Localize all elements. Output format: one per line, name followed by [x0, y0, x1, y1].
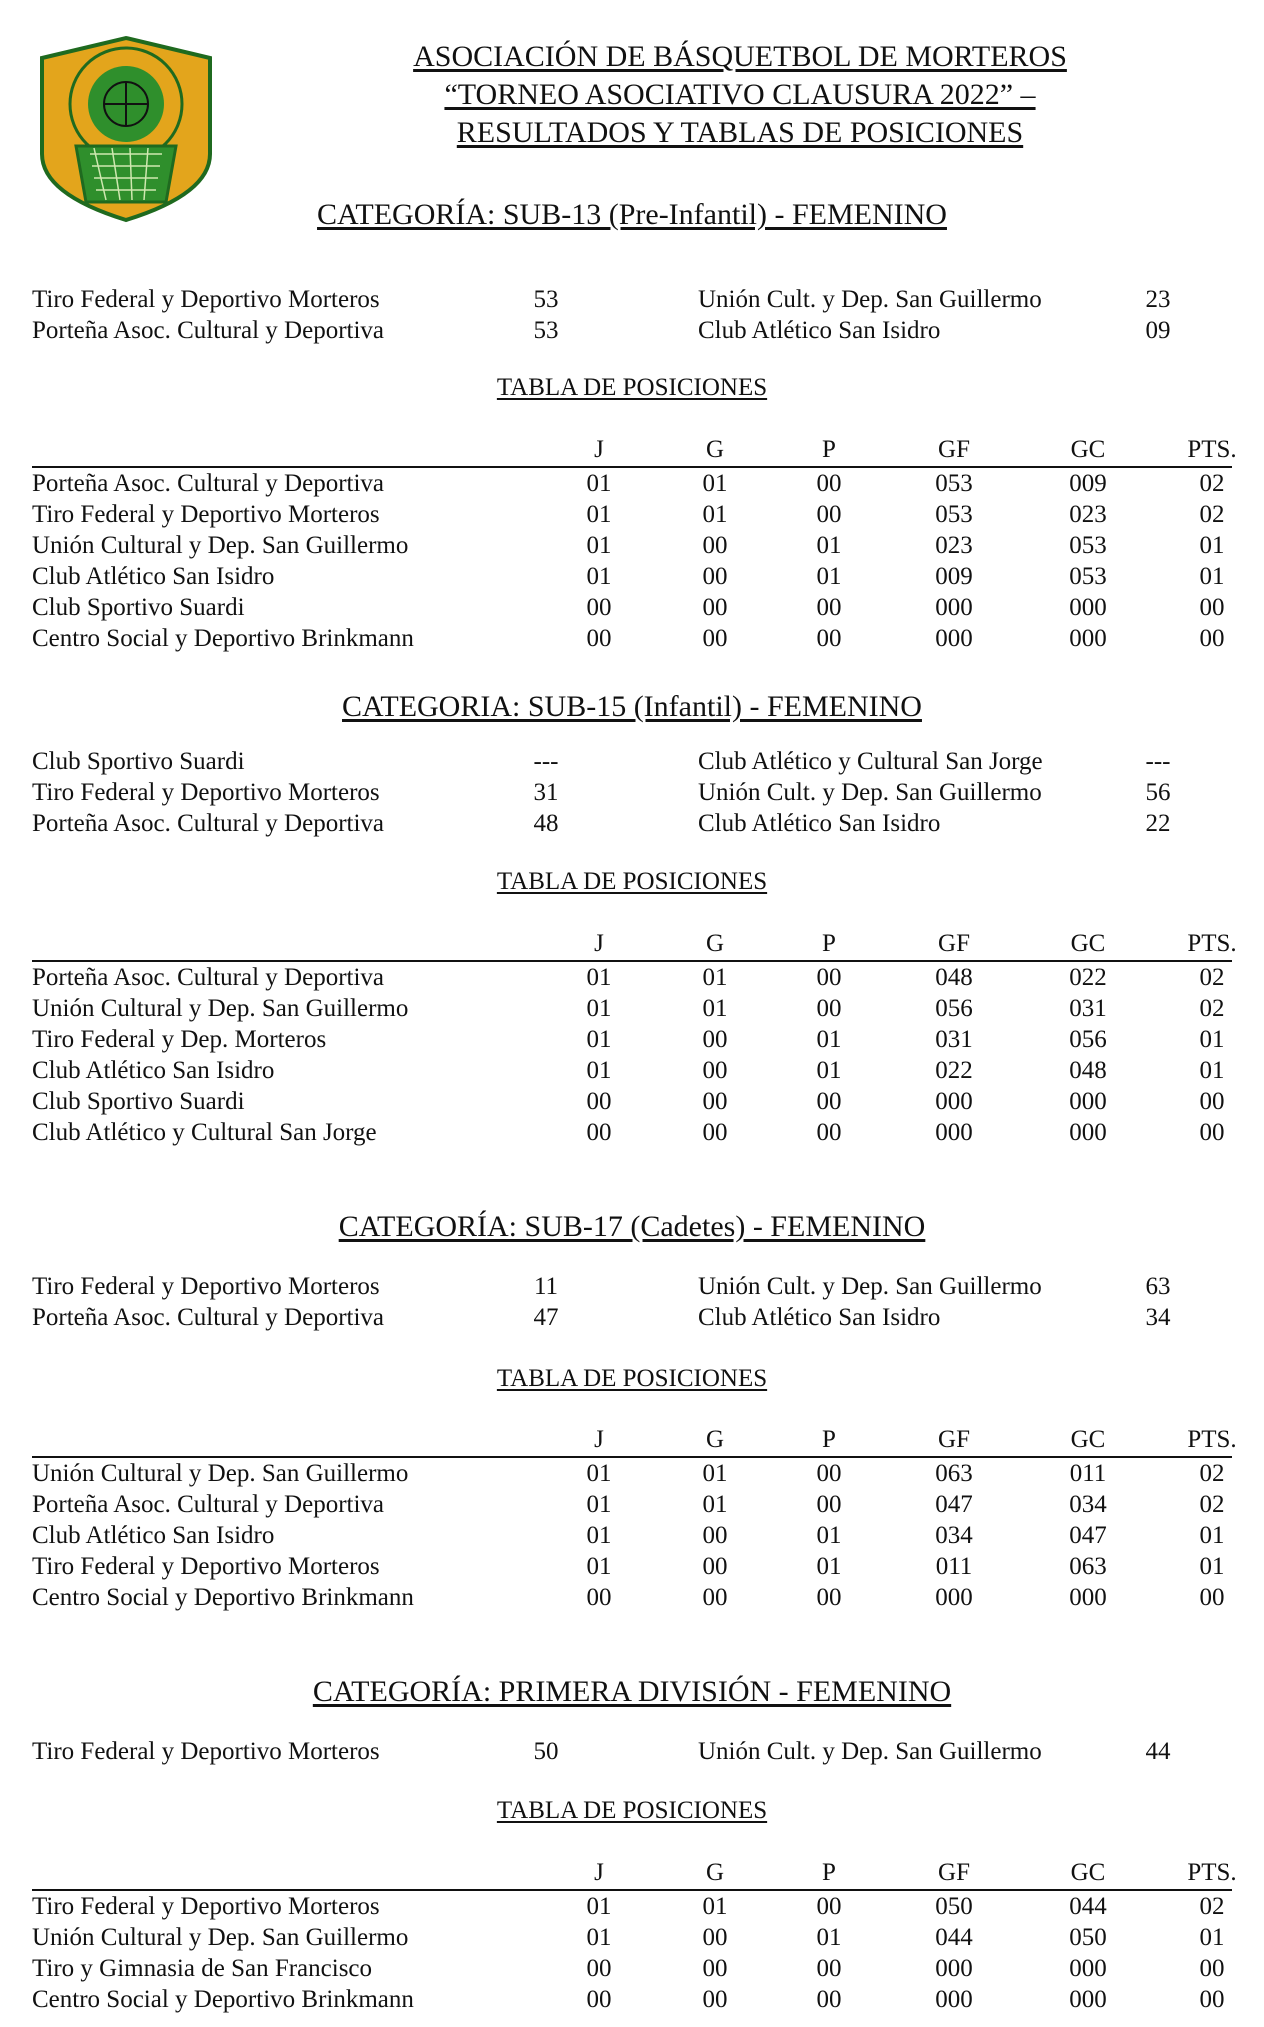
stat-p: 00 — [816, 1986, 842, 2013]
standings-row — [32, 1055, 1232, 1086]
stat-gc: 022 — [1069, 964, 1107, 991]
team-name: Club Atlético San Isidro — [32, 1057, 275, 1084]
stat-pts: 01 — [1199, 1026, 1225, 1053]
stat-gf: 050 — [935, 1893, 973, 1920]
stat-gc: 053 — [1069, 563, 1107, 590]
stat-g: 00 — [702, 1026, 728, 1053]
stat-pts: 01 — [1199, 563, 1225, 590]
stat-gf: 063 — [935, 1460, 973, 1487]
stat-gf: 011 — [935, 1553, 973, 1580]
standings-header — [32, 930, 1237, 962]
stat-gc: 000 — [1069, 1986, 1107, 2013]
document-header — [360, 38, 1120, 152]
standings-row — [32, 499, 1232, 530]
stat-pts: 00 — [1199, 1119, 1225, 1146]
match-row — [32, 808, 1232, 839]
team-name: Tiro Federal y Deportivo Morteros — [32, 501, 380, 528]
away-team: Unión Cult. y Dep. San Guillermo — [698, 1738, 1042, 1765]
home-team: Porteña Asoc. Cultural y Deportiva — [32, 317, 385, 344]
team-name: Club Atlético San Isidro — [32, 1522, 275, 1549]
stat-pts: 00 — [1199, 594, 1225, 621]
stat-p: 00 — [816, 594, 842, 621]
stat-g: 01 — [702, 470, 728, 497]
stat-g: 00 — [702, 594, 728, 621]
stat-j: 00 — [586, 1088, 612, 1115]
stat-gc: 000 — [1069, 1119, 1107, 1146]
stat-p: 01 — [816, 1553, 842, 1580]
standings-row — [32, 1489, 1232, 1520]
stat-j: 01 — [586, 470, 612, 497]
away-score: 09 — [1145, 317, 1171, 344]
stat-p: 01 — [816, 1522, 842, 1549]
col-gf-header: GF — [938, 436, 970, 463]
stat-gf: 053 — [935, 501, 973, 528]
standings-row — [32, 1582, 1232, 1613]
stat-gc: 063 — [1069, 1553, 1107, 1580]
team-name: Tiro Federal y Deportivo Morteros — [32, 1893, 380, 1920]
stat-gc: 023 — [1069, 501, 1107, 528]
stat-p: 01 — [816, 1924, 842, 1951]
stat-j: 01 — [586, 1491, 612, 1518]
standings-row — [32, 561, 1232, 592]
col-gc-header: GC — [1070, 930, 1106, 957]
header-line-2: “TORNEO ASOCIATIVO CLAUSURA 2022” – — [444, 78, 1036, 111]
away-team: Unión Cult. y Dep. San Guillermo — [698, 1273, 1042, 1300]
stat-g: 00 — [702, 1986, 728, 2013]
col-gc-header: GC — [1070, 1426, 1106, 1453]
home-team: Porteña Asoc. Cultural y Deportiva — [32, 810, 385, 837]
away-score: 23 — [1145, 286, 1171, 313]
stat-p: 00 — [816, 1119, 842, 1146]
col-pts-header: PTS. — [1187, 930, 1237, 957]
stat-gf: 000 — [935, 1584, 973, 1611]
stat-g: 00 — [702, 1088, 728, 1115]
stat-gc: 034 — [1069, 1491, 1107, 1518]
match-row — [32, 284, 1232, 315]
stat-pts: 01 — [1199, 532, 1225, 559]
stat-g: 00 — [702, 1057, 728, 1084]
stat-j: 00 — [586, 625, 612, 652]
standings-row — [32, 993, 1232, 1024]
col-gc-header: GC — [1070, 436, 1106, 463]
stat-j: 01 — [586, 1893, 612, 1920]
stat-p: 01 — [816, 563, 842, 590]
col-p-header: P — [822, 1859, 836, 1886]
stat-g: 00 — [702, 1553, 728, 1580]
col-pts-header: PTS. — [1187, 1426, 1237, 1453]
association-logo — [34, 34, 218, 224]
match-results — [32, 746, 1232, 839]
stat-gc: 009 — [1069, 470, 1107, 497]
col-p-header: P — [822, 436, 836, 463]
col-p-header: P — [822, 930, 836, 957]
stat-j: 01 — [586, 1026, 612, 1053]
col-g-header: G — [705, 436, 725, 463]
team-name: Unión Cultural y Dep. San Guillermo — [32, 1924, 409, 1951]
stat-pts: 01 — [1199, 1553, 1225, 1580]
stat-gc: 056 — [1069, 1026, 1107, 1053]
standings-table — [32, 1426, 1237, 1613]
stat-p: 00 — [816, 470, 842, 497]
col-j-header: J — [594, 1426, 604, 1453]
standings-row — [32, 1922, 1232, 1953]
standings-row — [32, 1458, 1232, 1489]
away-score: 44 — [1145, 1738, 1171, 1765]
home-score: --- — [533, 748, 559, 775]
away-team: Club Atlético San Isidro — [698, 1304, 941, 1331]
stat-j: 00 — [586, 1955, 612, 1982]
standings-row — [32, 1086, 1232, 1117]
stat-j: 00 — [586, 1584, 612, 1611]
stat-p: 00 — [816, 501, 842, 528]
stat-pts: 02 — [1199, 1460, 1225, 1487]
standings-header — [32, 1426, 1237, 1458]
stat-pts: 01 — [1199, 1522, 1225, 1549]
away-team: Club Atlético San Isidro — [698, 317, 941, 344]
match-results — [32, 284, 1232, 346]
standings-row — [32, 1891, 1232, 1922]
home-team: Porteña Asoc. Cultural y Deportiva — [32, 1304, 385, 1331]
stat-j: 01 — [586, 532, 612, 559]
stat-g: 01 — [702, 501, 728, 528]
stat-pts: 02 — [1199, 1491, 1225, 1518]
away-score: 63 — [1145, 1273, 1171, 1300]
standings-header — [32, 436, 1237, 468]
team-name: Centro Social y Deportivo Brinkmann — [32, 1584, 414, 1611]
stat-p: 00 — [816, 1584, 842, 1611]
team-name: Club Atlético San Isidro — [32, 563, 275, 590]
away-score: 34 — [1145, 1304, 1171, 1331]
stat-p: 01 — [816, 1057, 842, 1084]
stat-gc: 047 — [1069, 1522, 1107, 1549]
standings-header — [32, 1859, 1237, 1891]
standings-table — [32, 1859, 1237, 2015]
col-p-header: P — [822, 1426, 836, 1453]
stat-pts: 01 — [1199, 1057, 1225, 1084]
standings-row — [32, 530, 1232, 561]
stat-gf: 034 — [935, 1522, 973, 1549]
stat-p: 00 — [816, 995, 842, 1022]
stat-p: 00 — [816, 1460, 842, 1487]
home-score: 53 — [533, 286, 559, 313]
standings-title: TABLA DE POSICIONES — [496, 1365, 768, 1392]
match-row — [32, 1736, 1232, 1767]
col-gc-header: GC — [1070, 1859, 1106, 1886]
standings-title: TABLA DE POSICIONES — [496, 868, 768, 895]
stat-g: 00 — [702, 1924, 728, 1951]
away-score: 56 — [1145, 779, 1171, 806]
home-score: 50 — [533, 1738, 559, 1765]
category-title: CATEGORÍA: SUB-13 (Pre-Infantil) - FEMENINO — [317, 198, 947, 231]
team-name: Unión Cultural y Dep. San Guillermo — [32, 1460, 409, 1487]
stat-g: 00 — [702, 1584, 728, 1611]
stat-j: 01 — [586, 1522, 612, 1549]
standings-table — [32, 436, 1237, 654]
category-title: CATEGORIA: SUB-15 (Infantil) - FEMENINO — [342, 690, 922, 723]
stat-gc: 000 — [1069, 594, 1107, 621]
stat-gc: 000 — [1069, 625, 1107, 652]
standings-title: TABLA DE POSICIONES — [496, 374, 768, 401]
stat-p: 00 — [816, 1955, 842, 1982]
col-gf-header: GF — [938, 1859, 970, 1886]
team-name: Unión Cultural y Dep. San Guillermo — [32, 995, 409, 1022]
stat-gf: 048 — [935, 964, 973, 991]
home-team: Tiro Federal y Deportivo Morteros — [32, 286, 380, 313]
standings-row — [32, 1551, 1232, 1582]
col-g-header: G — [705, 1859, 725, 1886]
stat-g: 00 — [702, 532, 728, 559]
stat-pts: 01 — [1199, 1924, 1225, 1951]
standings-row — [32, 592, 1232, 623]
away-team: Unión Cult. y Dep. San Guillermo — [698, 286, 1042, 313]
stat-j: 00 — [586, 1986, 612, 2013]
team-name: Porteña Asoc. Cultural y Deportiva — [32, 470, 385, 497]
stat-pts: 00 — [1199, 1088, 1225, 1115]
col-gf-header: GF — [938, 1426, 970, 1453]
stat-p: 00 — [816, 1491, 842, 1518]
standings-row — [32, 1984, 1232, 2015]
stat-pts: 00 — [1199, 1955, 1225, 1982]
stat-j: 01 — [586, 501, 612, 528]
stat-gc: 053 — [1069, 532, 1107, 559]
stat-pts: 02 — [1199, 1893, 1225, 1920]
category-title: CATEGORÍA: PRIMERA DIVISIÓN - FEMENINO — [312, 1675, 952, 1708]
stat-gc: 000 — [1069, 1955, 1107, 1982]
stat-gf: 000 — [935, 1955, 973, 1982]
away-score: 22 — [1145, 810, 1171, 837]
col-pts-header: PTS. — [1187, 1859, 1237, 1886]
stat-gc: 044 — [1069, 1893, 1107, 1920]
stat-p: 00 — [816, 625, 842, 652]
team-name: Tiro Federal y Deportivo Morteros — [32, 1553, 380, 1580]
team-name: Porteña Asoc. Cultural y Deportiva — [32, 1491, 385, 1518]
standings-row — [32, 623, 1232, 654]
stat-g: 01 — [702, 1893, 728, 1920]
stat-pts: 02 — [1199, 501, 1225, 528]
stat-pts: 02 — [1199, 470, 1225, 497]
standings-title: TABLA DE POSICIONES — [496, 1797, 768, 1824]
standings-row — [32, 1953, 1232, 1984]
stat-gc: 048 — [1069, 1057, 1107, 1084]
col-g-header: G — [705, 1426, 725, 1453]
stat-gf: 009 — [935, 563, 973, 590]
stat-g: 01 — [702, 1460, 728, 1487]
stat-gf: 000 — [935, 625, 973, 652]
stat-j: 01 — [586, 1057, 612, 1084]
standings-row — [32, 962, 1232, 993]
team-name: Club Atlético y Cultural San Jorge — [32, 1119, 377, 1146]
stat-j: 01 — [586, 1924, 612, 1951]
home-team: Tiro Federal y Deportivo Morteros — [32, 779, 380, 806]
standings-row — [32, 1024, 1232, 1055]
match-row — [32, 746, 1232, 777]
team-name: Porteña Asoc. Cultural y Deportiva — [32, 964, 385, 991]
home-score: 11 — [533, 1273, 559, 1300]
away-team: Club Atlético San Isidro — [698, 810, 941, 837]
stat-gc: 031 — [1069, 995, 1107, 1022]
home-score: 48 — [533, 810, 559, 837]
stat-j: 01 — [586, 995, 612, 1022]
team-name: Tiro y Gimnasia de San Francisco — [32, 1955, 373, 1982]
stat-gf: 044 — [935, 1924, 973, 1951]
match-results — [32, 1271, 1232, 1333]
stat-gf: 056 — [935, 995, 973, 1022]
away-team: Club Atlético y Cultural San Jorge — [698, 748, 1043, 775]
col-j-header: J — [594, 930, 604, 957]
stat-gc: 000 — [1069, 1088, 1107, 1115]
stat-gf: 000 — [935, 594, 973, 621]
stat-j: 00 — [586, 1119, 612, 1146]
team-name: Centro Social y Deportivo Brinkmann — [32, 625, 414, 652]
match-row — [32, 1302, 1232, 1333]
stat-p: 01 — [816, 1026, 842, 1053]
standings-table — [32, 930, 1237, 1148]
team-name: Club Sportivo Suardi — [32, 594, 245, 621]
home-team: Tiro Federal y Deportivo Morteros — [32, 1738, 380, 1765]
stat-gf: 031 — [935, 1026, 973, 1053]
stat-j: 01 — [586, 563, 612, 590]
stat-pts: 00 — [1199, 1986, 1225, 2013]
stat-gf: 000 — [935, 1986, 973, 2013]
category-title: CATEGORÍA: SUB-17 (Cadetes) - FEMENINO — [338, 1210, 926, 1243]
col-j-header: J — [594, 1859, 604, 1886]
stat-gf: 047 — [935, 1491, 973, 1518]
col-g-header: G — [705, 930, 725, 957]
stat-g: 00 — [702, 1955, 728, 1982]
home-score: 31 — [533, 779, 559, 806]
stat-p: 01 — [816, 532, 842, 559]
header-line-3: RESULTADOS Y TABLAS DE POSICIONES — [456, 116, 1024, 149]
stat-j: 01 — [586, 964, 612, 991]
stat-gf: 000 — [935, 1119, 973, 1146]
match-row — [32, 1271, 1232, 1302]
standings-row — [32, 468, 1232, 499]
standings-row — [32, 1117, 1232, 1148]
team-name: Tiro Federal y Dep. Morteros — [32, 1026, 327, 1053]
stat-j: 01 — [586, 1460, 612, 1487]
stat-g: 01 — [702, 964, 728, 991]
stat-gc: 000 — [1069, 1584, 1107, 1611]
stat-gf: 022 — [935, 1057, 973, 1084]
stat-pts: 00 — [1199, 1584, 1225, 1611]
stat-p: 00 — [816, 1088, 842, 1115]
stat-p: 00 — [816, 964, 842, 991]
team-name: Club Sportivo Suardi — [32, 1088, 245, 1115]
stat-gf: 000 — [935, 1088, 973, 1115]
stat-g: 01 — [702, 995, 728, 1022]
stat-j: 01 — [586, 1553, 612, 1580]
home-team: Tiro Federal y Deportivo Morteros — [32, 1273, 380, 1300]
col-pts-header: PTS. — [1187, 436, 1237, 463]
stat-gc: 011 — [1069, 1460, 1107, 1487]
stat-pts: 02 — [1199, 995, 1225, 1022]
match-row — [32, 777, 1232, 808]
home-team: Club Sportivo Suardi — [32, 748, 245, 775]
team-name: Unión Cultural y Dep. San Guillermo — [32, 532, 409, 559]
stat-g: 00 — [702, 625, 728, 652]
header-line-1: ASOCIACIÓN DE BÁSQUETBOL DE MORTEROS — [413, 40, 1067, 73]
stat-gc: 050 — [1069, 1924, 1107, 1951]
stat-gf: 023 — [935, 532, 973, 559]
team-name: Centro Social y Deportivo Brinkmann — [32, 1986, 414, 2013]
col-j-header: J — [594, 436, 604, 463]
col-gf-header: GF — [938, 930, 970, 957]
home-score: 47 — [533, 1304, 559, 1331]
stat-gf: 053 — [935, 470, 973, 497]
stat-g: 00 — [702, 1522, 728, 1549]
stat-g: 00 — [702, 1119, 728, 1146]
stat-pts: 00 — [1199, 625, 1225, 652]
stat-pts: 02 — [1199, 964, 1225, 991]
home-score: 53 — [533, 317, 559, 344]
stat-j: 00 — [586, 594, 612, 621]
match-results — [32, 1736, 1232, 1767]
stat-g: 01 — [702, 1491, 728, 1518]
stat-g: 00 — [702, 563, 728, 590]
standings-row — [32, 1520, 1232, 1551]
stat-p: 00 — [816, 1893, 842, 1920]
match-row — [32, 315, 1232, 346]
away-team: Unión Cult. y Dep. San Guillermo — [698, 779, 1042, 806]
away-score: --- — [1145, 748, 1171, 775]
